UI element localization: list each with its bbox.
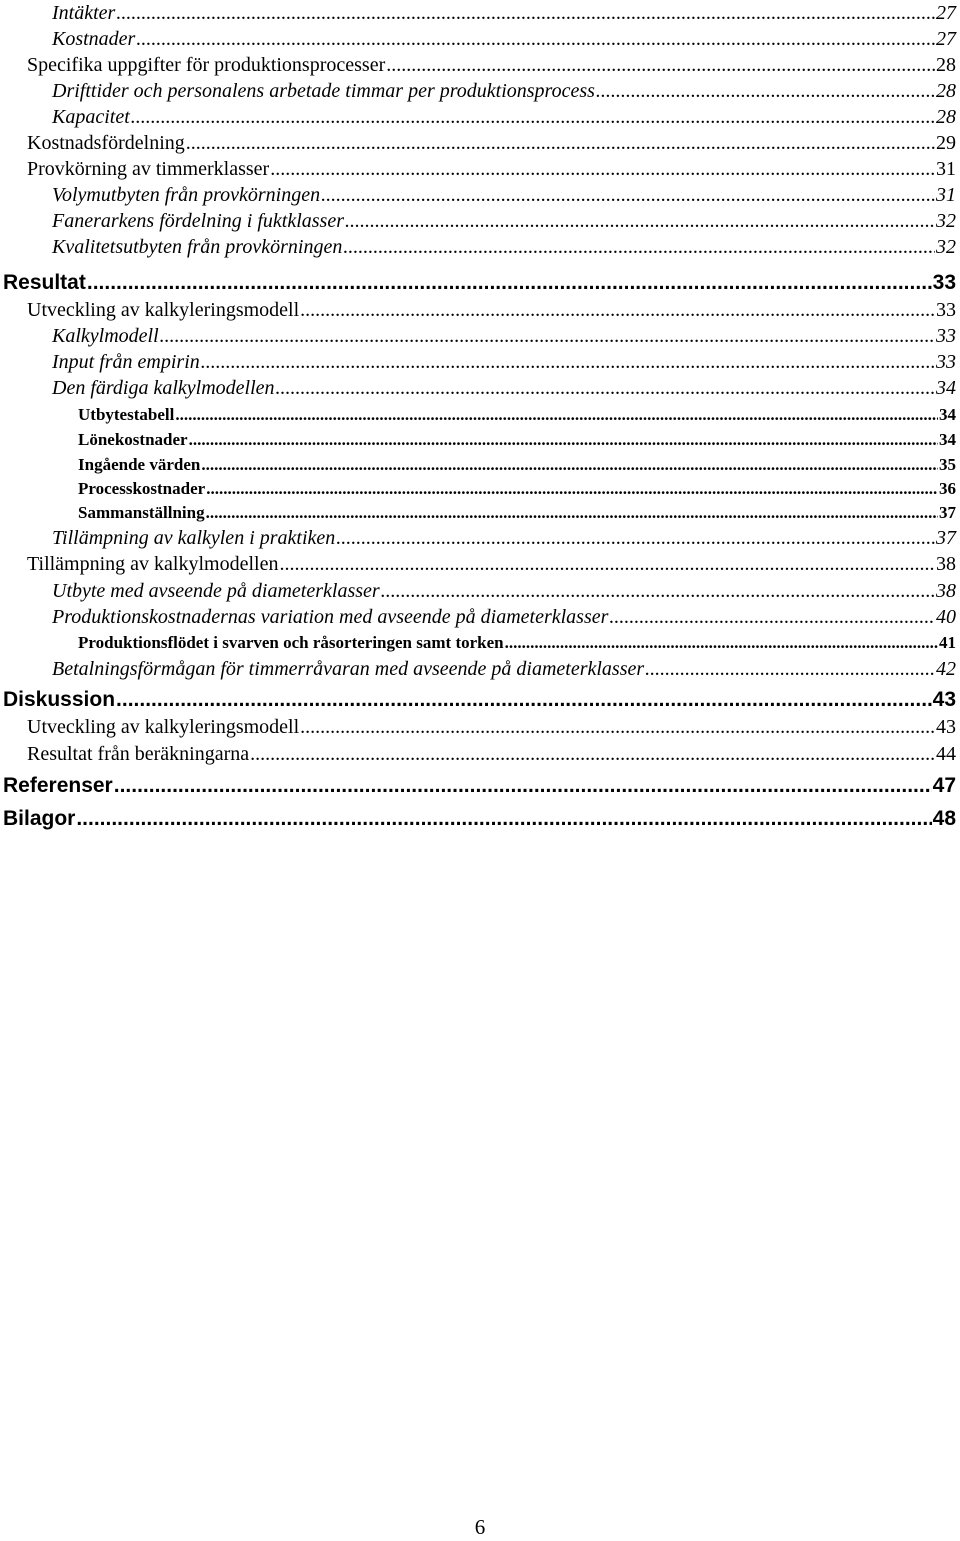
toc-entry[interactable] (0, 182, 960, 208)
toc-entry-label: Utbyte med avseende på diameterklasser (52, 580, 380, 602)
toc-entry-page-number: 36 (939, 479, 956, 498)
toc-entry[interactable] (0, 297, 960, 323)
toc-entry-page-number: 28 (936, 54, 956, 76)
toc-entry-page-number: 37 (936, 527, 956, 549)
toc-entry-label: Tillämpning av kalkylmodellen (27, 553, 279, 575)
toc-entry-page-number: 31 (936, 184, 956, 206)
dot-leader (596, 78, 935, 104)
toc-entry-page-number: 40 (936, 606, 956, 628)
toc-entry-page-number: 32 (936, 236, 956, 258)
toc-entry-label: Input från empirin (52, 351, 200, 373)
dot-leader (270, 156, 935, 182)
toc-entry-page-number: 38 (936, 580, 956, 602)
dot-leader (206, 476, 938, 501)
toc-entry-page-number: 35 (939, 455, 956, 474)
toc-entry[interactable] (0, 0, 960, 26)
toc-entry-page-number: 34 (939, 430, 956, 449)
toc-entry-page-number: 48 (932, 807, 956, 830)
dot-leader (189, 427, 938, 452)
dot-leader (76, 804, 931, 834)
dot-leader (87, 268, 932, 298)
dot-leader (206, 500, 938, 525)
dot-leader (345, 208, 935, 234)
toc-entry-label: Processkostnader (78, 479, 206, 498)
toc-entry-page-number: 32 (936, 210, 956, 232)
toc-entry[interactable] (0, 349, 960, 375)
dot-leader (136, 26, 935, 52)
toc-entry-label: Specifika uppgifter för produktionsprocesser (27, 54, 386, 76)
dot-leader (336, 525, 935, 551)
toc-entry-label: Sammanställning (78, 503, 205, 522)
toc-entry-page-number: 29 (936, 132, 956, 154)
toc-entry[interactable] (0, 208, 960, 234)
toc-entry-label: Den färdiga kalkylmodellen (52, 377, 275, 399)
toc-entry[interactable] (0, 685, 960, 715)
toc-entry-page-number: 43 (932, 688, 956, 711)
dot-leader (609, 604, 935, 630)
toc-entry[interactable] (0, 476, 960, 501)
toc-entry-label: Bilagor (3, 807, 76, 830)
toc-entry[interactable] (0, 741, 960, 767)
toc-entry-label: Utveckling av kalkyleringsmodell (27, 299, 300, 321)
dot-leader (343, 234, 935, 260)
dot-leader (114, 771, 932, 801)
toc-entry-page-number: 31 (936, 158, 956, 180)
toc-entry[interactable] (0, 268, 960, 298)
toc-entry-label: Intäkter (52, 2, 116, 24)
toc-entry[interactable] (0, 656, 960, 682)
toc-entry[interactable] (0, 427, 960, 452)
toc-entry-page-number: 43 (936, 716, 956, 738)
dot-leader (300, 714, 935, 740)
toc-entry-page-number: 33 (936, 299, 956, 321)
toc-entry[interactable] (0, 52, 960, 78)
toc-entry-label: Volymutbyten från provkörningen (52, 184, 321, 206)
toc-entry[interactable] (0, 714, 960, 740)
toc-entry[interactable] (0, 604, 960, 630)
toc-entry-page-number: 27 (936, 28, 956, 50)
toc-entry-label: Produktionskostnadernas variation med avseende på diameterklasser (52, 606, 609, 628)
toc-entry-page-number: 44 (936, 743, 956, 765)
toc-entry[interactable] (0, 804, 960, 834)
toc-entry-label: Utveckling av kalkyleringsmodell (27, 716, 300, 738)
toc-entry[interactable] (0, 525, 960, 551)
toc-entry-page-number: 33 (932, 271, 956, 294)
toc-entry-label: Tillämpning av kalkylen i praktiken (52, 527, 336, 549)
toc-entry[interactable] (0, 630, 960, 656)
toc-entry[interactable] (0, 130, 960, 156)
toc-entry[interactable] (0, 234, 960, 260)
toc-entry-page-number: 41 (939, 633, 956, 652)
toc-entry[interactable] (0, 402, 960, 427)
toc-entry-page-number: 37 (939, 503, 956, 522)
toc-entry-label: Referenser (3, 774, 113, 797)
toc-entry[interactable] (0, 375, 960, 401)
toc-entry-label: Kapacitet (52, 106, 130, 128)
page-number: 6 (474, 1515, 486, 1539)
toc-entry-label: Drifttider och personalens arbetade timmar per produktionsprocess (52, 80, 595, 102)
toc-entry-page-number: 28 (936, 106, 956, 128)
toc-entry[interactable] (0, 452, 960, 477)
toc-entry-label: Lönekostnader (78, 430, 188, 449)
toc-entry[interactable] (0, 323, 960, 349)
dot-leader (131, 104, 935, 130)
dot-leader (300, 297, 935, 323)
toc-entry[interactable] (0, 551, 960, 577)
toc-entry-label: Diskussion (3, 688, 116, 711)
toc-entry-label: Betalningsförmågan för timmerråvaran med avseende på diameterklasser (52, 658, 645, 680)
toc-entry[interactable] (0, 26, 960, 52)
toc-entry-label: Kostnader (52, 28, 136, 50)
dot-leader (160, 323, 935, 349)
toc-entry-page-number: 28 (936, 80, 956, 102)
dot-leader (279, 551, 935, 577)
toc-entry[interactable] (0, 104, 960, 130)
toc-entry-page-number: 38 (936, 553, 956, 575)
dot-leader (186, 130, 935, 156)
toc-entry-label: Kalkylmodell (52, 325, 159, 347)
toc-entry-label: Resultat (3, 271, 86, 294)
dot-leader (645, 656, 935, 682)
toc-entry-page-number: 27 (936, 2, 956, 24)
dot-leader (321, 182, 935, 208)
dot-leader (175, 402, 938, 427)
toc-entry[interactable] (0, 156, 960, 182)
dot-leader (116, 685, 932, 715)
dot-leader (505, 630, 938, 656)
toc-entry[interactable] (0, 500, 960, 525)
dot-leader (386, 52, 935, 78)
dot-leader (276, 375, 935, 401)
toc-entry-label: Ingående värden (78, 455, 201, 474)
toc-entry-page-number: 34 (936, 377, 956, 399)
dot-leader (201, 349, 935, 375)
toc-entry-label: Kostnadsfördelning (27, 132, 185, 154)
toc-entry-page-number: 33 (936, 351, 956, 373)
toc-entry-label: Utbytestabell (78, 405, 175, 424)
toc-entry-label: Provkörning av timmerklasser (27, 158, 270, 180)
toc-entry-page-number: 42 (936, 658, 956, 680)
dot-leader (250, 741, 935, 767)
toc-entry-label: Fanerarkens fördelning i fuktklasser (52, 210, 344, 232)
dot-leader (381, 578, 935, 604)
toc-entry-page-number: 33 (936, 325, 956, 347)
toc-entry[interactable] (0, 578, 960, 604)
toc-entry-page-number: 47 (932, 774, 956, 797)
toc-entry[interactable] (0, 78, 960, 104)
toc-entry[interactable] (0, 771, 960, 801)
toc-entry-label: Resultat från beräkningarna (27, 743, 250, 765)
dot-leader (116, 0, 935, 26)
toc-entry-label: Kvalitetsutbyten från provkörningen (52, 236, 343, 258)
dot-leader (201, 452, 938, 477)
toc-entry-page-number: 34 (939, 405, 956, 424)
toc-entry-label: Produktionsflödet i svarven och råsorteringen samt torken (78, 633, 504, 652)
